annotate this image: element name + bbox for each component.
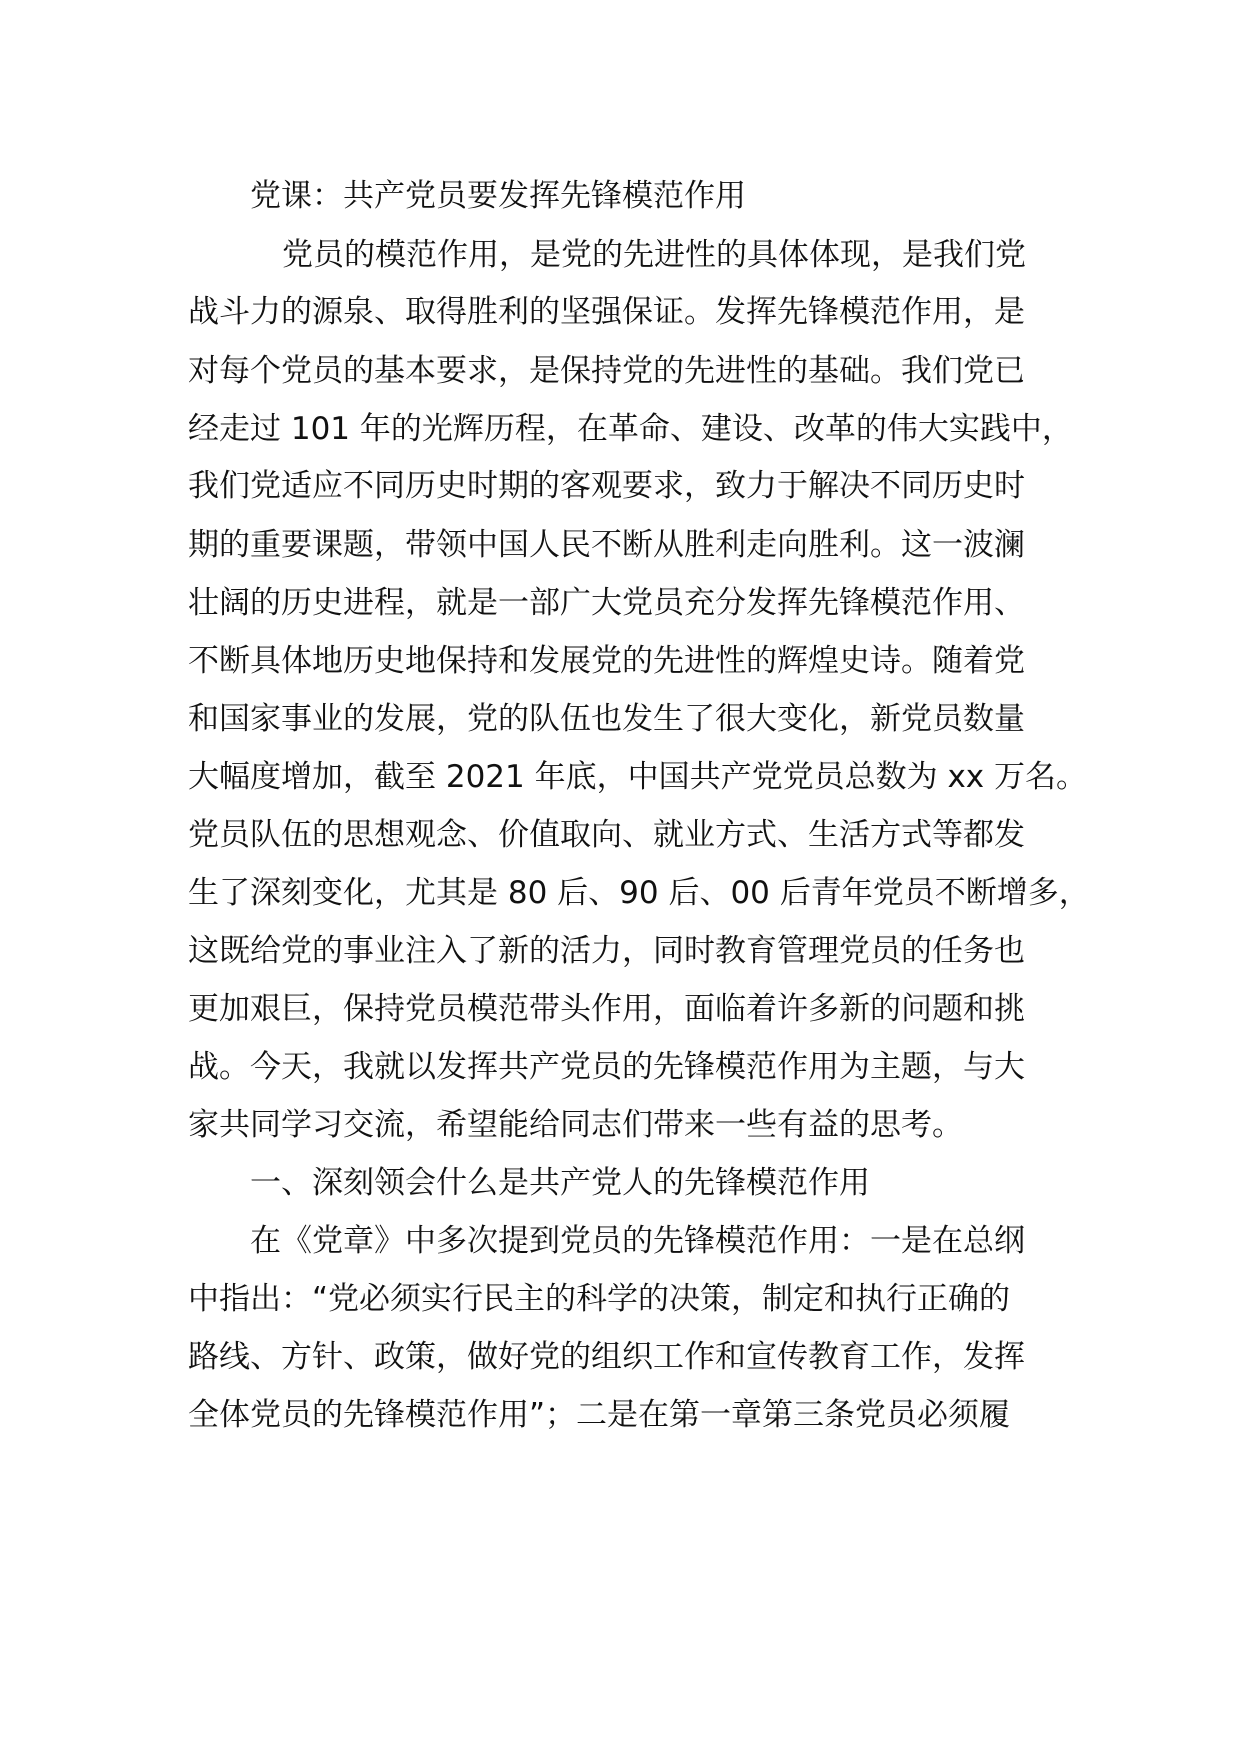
paragraph-1-line-14: 更加艰巨，保持党员模范带头作用，面临着许多新的问题和挑 — [188, 991, 1025, 1027]
paragraph-1-line-3: 对每个党员的基本要求，是保持党的先进性的基础。我们党已 — [188, 353, 1025, 389]
paragraph-1-line-9: 和国家事业的发展，党的队伍也发生了很大变化，新党员数量 — [188, 701, 1025, 737]
paragraph-1-line-4: 经走过 101 年的光辉历程，在革命、建设、改革的伟大实践中， — [188, 411, 1073, 447]
paragraph-1-line-7: 壮阔的历史进程，就是一部广大党员充分发挥先锋模范作用、 — [188, 585, 1025, 621]
paragraph-1-line-6: 期的重要课题，带领中国人民不断从胜利走向胜利。这一波澜 — [188, 527, 1025, 563]
paragraph-1-line-13: 这既给党的事业注入了新的活力，同时教育管理党员的任务也 — [188, 933, 1025, 969]
paragraph-1-line-11: 党员队伍的思想观念、价值取向、就业方式、生活方式等都发 — [188, 817, 1025, 853]
paragraph-2-line-4: 全体党员的先锋模范作用”；二是在第一章第三条党员必须履 — [188, 1397, 1011, 1433]
paragraph-1-line-8: 不断具体地历史地保持和发展党的先进性的辉煌史诗。随着党 — [188, 643, 1025, 679]
section-heading: 一、深刻领会什么是共产党人的先锋模范作用 — [250, 1165, 870, 1201]
paragraph-1-line-10: 大幅度增加，截至 2021 年底，中国共产党党员总数为 xx 万名。 — [188, 759, 1087, 795]
document-title: 党课：共产党员要发挥先锋模范作用 — [250, 178, 746, 214]
paragraph-2-line-2: 中指出：“党必须实行民主的科学的决策，制定和执行正确的 — [188, 1281, 1011, 1317]
paragraph-1-line-1: 党员的模范作用，是党的先进性的具体体现，是我们党 — [282, 237, 1026, 273]
paragraph-1-line-16: 家共同学习交流，希望能给同志们带来一些有益的思考。 — [188, 1107, 963, 1143]
paragraph-1-line-2: 战斗力的源泉、取得胜利的坚强保证。发挥先锋模范作用，是 — [188, 294, 1025, 330]
paragraph-2-line-1: 在《党章》中多次提到党员的先锋模范作用：一是在总纲 — [250, 1223, 1025, 1259]
paragraph-1-line-5: 我们党适应不同历史时期的客观要求，致力于解决不同历史时 — [188, 468, 1025, 504]
paragraph-2-line-3: 路线、方针、政策，做好党的组织工作和宣传教育工作，发挥 — [188, 1339, 1025, 1375]
paragraph-1-line-15: 战。今天，我就以发挥共产党员的先锋模范作用为主题，与大 — [188, 1049, 1025, 1085]
paragraph-1-line-12: 生了深刻变化，尤其是 80 后、90 后、00 后青年党员不断增多， — [188, 875, 1090, 911]
